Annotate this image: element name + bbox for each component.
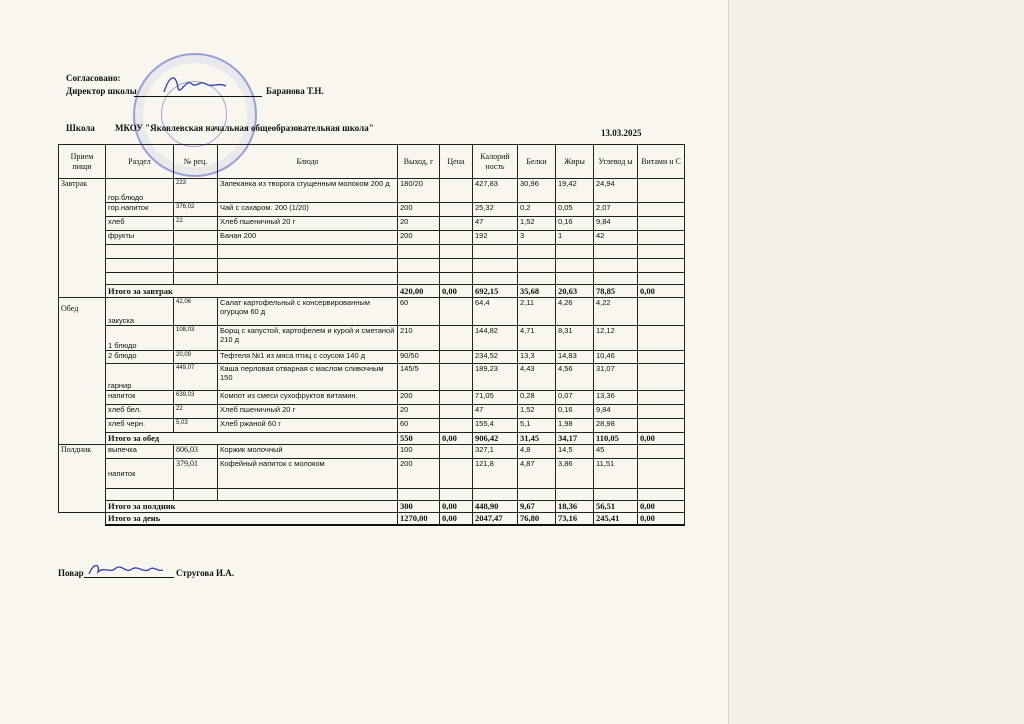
table-row: Обед закуска 42,06 Салат картофельный с консервированным огурцом 60 д 60 64,4 2,11 4,26 4,22 [59,298,685,326]
col-kcal: Калорий ность [473,145,518,179]
director-signature [160,72,230,98]
date: 13.03.2025 [601,128,642,138]
table-row: фрукты Банан 200 200 192 3 1 42 [59,231,685,245]
table-row: Завтрак гор.блюдо 223 Запеканка из творога сгущенным молоком 200 д 180/20 427,83 30,96 19,42 24,94 [59,179,685,203]
table-row: 1 блюдо 108,03 Борщ с капустой, картофелем и курой и сметаной 210 д 210 144,82 4,71 8,31 12,12 [59,326,685,351]
day-total-row: Итого за день 1270,00 0,00 2047,47 76,80 73,16 245,41 0,00 [59,513,685,525]
school-name: МКОУ "Яковлевская начальная общеобразовательная школа" [115,123,374,133]
scan-background [728,0,1024,724]
col-protein: Белки [518,145,556,179]
table-row: напиток 379,01 Кофейный напиток с молоком 200 121,8 4,87 3,86 11,51 [59,459,685,489]
menu-table [58,144,685,526]
table-row: напиток 639,03 Компот из смеси сухофруктов витамин. 200 71,05 0,28 0,07 13,36 [59,391,685,405]
col-fat: Жиры [556,145,594,179]
col-section: Раздел [106,145,174,179]
lunch-total-row: Итого за обед 550 0,00 906,42 31,45 34,17 110,05 0,00 [59,433,685,445]
breakfast-total-row: Итого за завтрак 420,00 0,00 692,15 35,68 20,63 78,85 0,00 [59,285,685,298]
empty-row [59,273,685,285]
col-recipe: № рец. [174,145,218,179]
table-row: 2 блюдо 20,09 Тефтеля №1 из мяса птиц с соусом 140 д 90/50 234,52 13,3 14,83 10,46 [59,351,685,364]
cook-signature [86,560,166,580]
cook-label: Повар [58,568,84,578]
table-row: Полдник выпечка 806,03 Коржик молочный 100 327,1 4,8 14,5 45 [59,445,685,459]
table-row: гарнир 449,07 Каша перловая отварная с маслом сливочным 150 145/5 189,23 4,43 4,56 31,07 [59,364,685,391]
table-row: хлеб бел. 22 Хлеб пшеничный 20 г 20 47 1,52 0,16 9,84 [59,405,685,419]
cook-name: Стругова И.А. [176,568,235,578]
col-price: Цена [440,145,473,179]
table-row: гор.напиток 376,02 Чай с сахаром. 200 (1/20) 200 25,32 0,2 0,05 2,07 [59,203,685,217]
empty-row [59,245,685,259]
table-row: хлеб черн. 5,03 Хлеб ржаной 60 г 60 155,4 5,1 1,98 28,98 [59,419,685,433]
director-label: Директор школы [66,86,137,96]
col-meal: Прием пищи [59,145,106,179]
empty-row [59,489,685,501]
col-output: Выход, г [398,145,440,179]
col-vitc: Витами н С [638,145,685,179]
agreed-label: Согласовано: [66,73,121,83]
meal-snack: Полдник [59,445,106,513]
director-name: Баранова Т.Н. [266,86,324,96]
meal-breakfast: Завтрак [59,179,106,298]
snack-total-row: Итого за полдник 300 0,00 448,90 9,67 18,36 56,51 0,00 [59,501,685,513]
table-header [59,145,685,179]
col-dish: Блюдо [218,145,398,179]
meal-lunch: Обед [59,298,106,445]
table-row: хлеб 22 Хлеб пшеничный 20 г 20 47 1,52 0,16 9,84 [59,217,685,231]
col-carbs: Углевод ы [594,145,638,179]
empty-row [59,259,685,273]
school-label: Школа [66,123,95,133]
